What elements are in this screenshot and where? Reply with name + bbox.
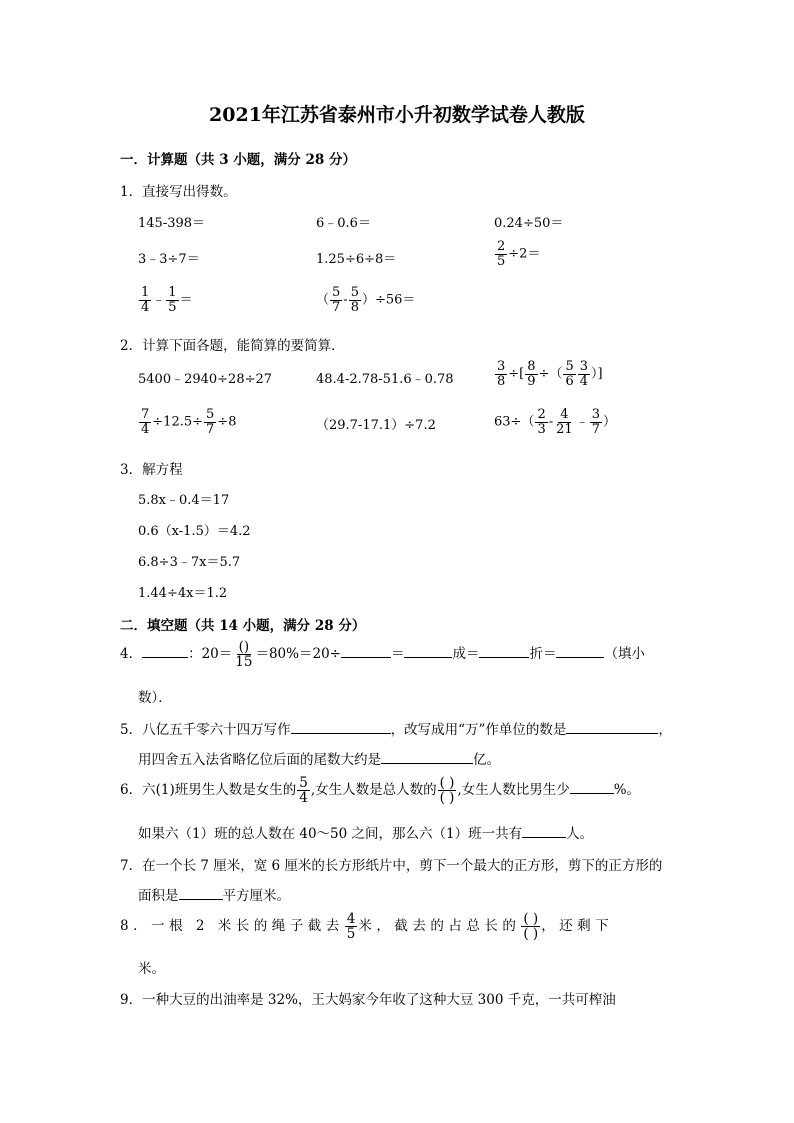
fraction: $\frac{5}{6}$: [565, 359, 574, 389]
q1-expr-8: （ $\frac{5}{7}$ - $\frac{5}{8}$ ）÷56＝: [316, 285, 416, 315]
equation-3: 6.8÷3﹣7x＝5.7: [138, 555, 241, 570]
page-title: 2021年江苏省泰州市小升初数学试卷人教版: [209, 104, 585, 126]
q2-expr-b: 48.4-2.78-51.6﹣0.78: [316, 372, 454, 387]
fraction: $\frac{7}{4}$: [141, 407, 150, 437]
fraction: $\frac{4}{5}$: [346, 911, 356, 943]
fraction: $\frac{3}{7}$: [591, 407, 600, 437]
fraction: $\frac{5}{7}$: [206, 407, 215, 437]
section-heading-1: 一．计算题（共 3 小题，满分 28 分）: [120, 152, 356, 168]
q2-expr-f: 63÷（ $\frac{2}{3}$ - $\frac{4}{21}$ ﹣ $\frac{3}{7}$ ）: [494, 407, 616, 437]
q2-expr-c: $\frac{3}{8}$ ÷[ $\frac{8}{9}$ ÷（ $\frac{5}{6}$ $\frac{3}{4}$ ）]: [497, 359, 603, 389]
answer-blank[interactable]: [179, 887, 223, 900]
answer-blank[interactable]: [404, 645, 452, 658]
answer-blank[interactable]: [522, 825, 566, 838]
question-9: 9．一种大豆的出油率是 32%，王大妈家今年收了这种大豆 300 千克，一共可榨油: [120, 992, 616, 1008]
q1-expr-5: 1.25÷6÷8＝: [316, 252, 397, 267]
equation-4: 1.44÷4x＝1.2: [138, 586, 228, 601]
fraction: $\frac{4}{21}$: [556, 407, 573, 437]
fraction: $\frac{2}{3}$: [537, 407, 546, 437]
question-7: 7．在一个长 7 厘米，宽 6 厘米的长方形纸片中，剪下一个最大的正方形，剪下的正方形的: [120, 858, 663, 874]
fraction: $\frac{1}{4}$: [141, 285, 150, 315]
question-2-label: 2．计算下面各题，能简算的要简算．: [120, 338, 345, 354]
question-6-cont: 如果六（1）班的总人数在 40～50 之间，那么六（1）班一共有 人。: [138, 826, 594, 842]
q2-expr-d: $\frac{7}{4}$ ÷12.5÷ $\frac{5}{7}$ ÷8: [141, 407, 237, 437]
q1-expr-1: 145-398＝: [138, 216, 206, 231]
answer-blank[interactable]: [142, 645, 188, 658]
fraction: $\frac{1}{5}$: [168, 285, 177, 315]
q1-expr-6: $\frac{2}{5}$ ÷2＝: [497, 239, 541, 269]
answer-blank[interactable]: [341, 645, 391, 658]
answer-blank[interactable]: [291, 721, 391, 734]
question-5-cont: 用四舍五入法省略亿位后面的尾数大约是 亿。: [138, 752, 500, 768]
fraction: $\frac{8}{9}$: [527, 359, 536, 389]
fraction: $\frac{()}{15}$: [235, 639, 253, 671]
fraction: $\frac{5}{7}$: [332, 285, 341, 315]
question-3-label: 3．解方程: [120, 462, 183, 478]
fraction: $\frac{5}{8}$: [350, 285, 359, 315]
q2-expr-a: 5400﹣2940÷28÷27: [138, 372, 273, 387]
question-8-cont: 米。: [138, 961, 165, 977]
question-6: 6．六(1)班男生人数是女生的 $\frac{5}{4}$ ,女生人数是总人数的 $\frac{( )}{( )}$ ,女生人数比男生少 %。: [120, 775, 641, 807]
answer-fraction[interactable]: $\frac{( )}{( )}$: [523, 911, 539, 943]
question-8: 8．一根 2 米长的绳子截去 $\frac{4}{5}$ 米，截去的占总长的 $\frac{( )}{( )}$ ，还剩下: [120, 911, 614, 943]
answer-blank[interactable]: [570, 781, 614, 794]
q1-expr-4: 3﹣3÷7＝: [138, 252, 200, 267]
equation-1: 5.8x﹣0.4＝17: [138, 493, 230, 508]
fraction: $\frac{3}{4}$: [579, 359, 588, 389]
answer-blank[interactable]: [566, 721, 658, 734]
answer-fraction[interactable]: $\frac{( )}{( )}$: [439, 775, 455, 807]
q1-expr-3: 0.24÷50＝: [494, 216, 564, 231]
question-4: 4． ：20＝ $\frac{()}{15}$ ＝80%＝20÷ ＝ 成＝ 折＝ （填小: [120, 639, 645, 671]
question-5: 5．八亿五千零六十四万写作 ，改写成用“万”作单位的数是 ，: [120, 722, 672, 738]
fraction: $\frac{5}{4}$: [299, 775, 308, 807]
question-7-cont: 面积是 平方厘米。: [138, 888, 290, 904]
question-1-label: 1．直接写出得数。: [120, 184, 237, 200]
equation-2: 0.6（x-1.5）＝4.2: [138, 524, 251, 539]
fraction: $\frac{3}{8}$: [497, 359, 506, 389]
answer-blank[interactable]: [381, 751, 473, 764]
fraction: $\frac{2}{5}$: [497, 239, 506, 269]
q1-expr-2: 6﹣0.6＝: [316, 216, 371, 231]
question-4-cont: 数）．: [138, 690, 172, 706]
q1-expr-7: $\frac{1}{4}$ ﹣ $\frac{1}{5}$ ＝: [141, 285, 193, 315]
q2-expr-e: （29.7-17.1）÷7.2: [316, 418, 436, 433]
answer-blank[interactable]: [479, 645, 529, 658]
section-heading-2: 二．填空题（共 14 小题，满分 28 分）: [120, 618, 366, 634]
answer-blank[interactable]: [556, 645, 604, 658]
